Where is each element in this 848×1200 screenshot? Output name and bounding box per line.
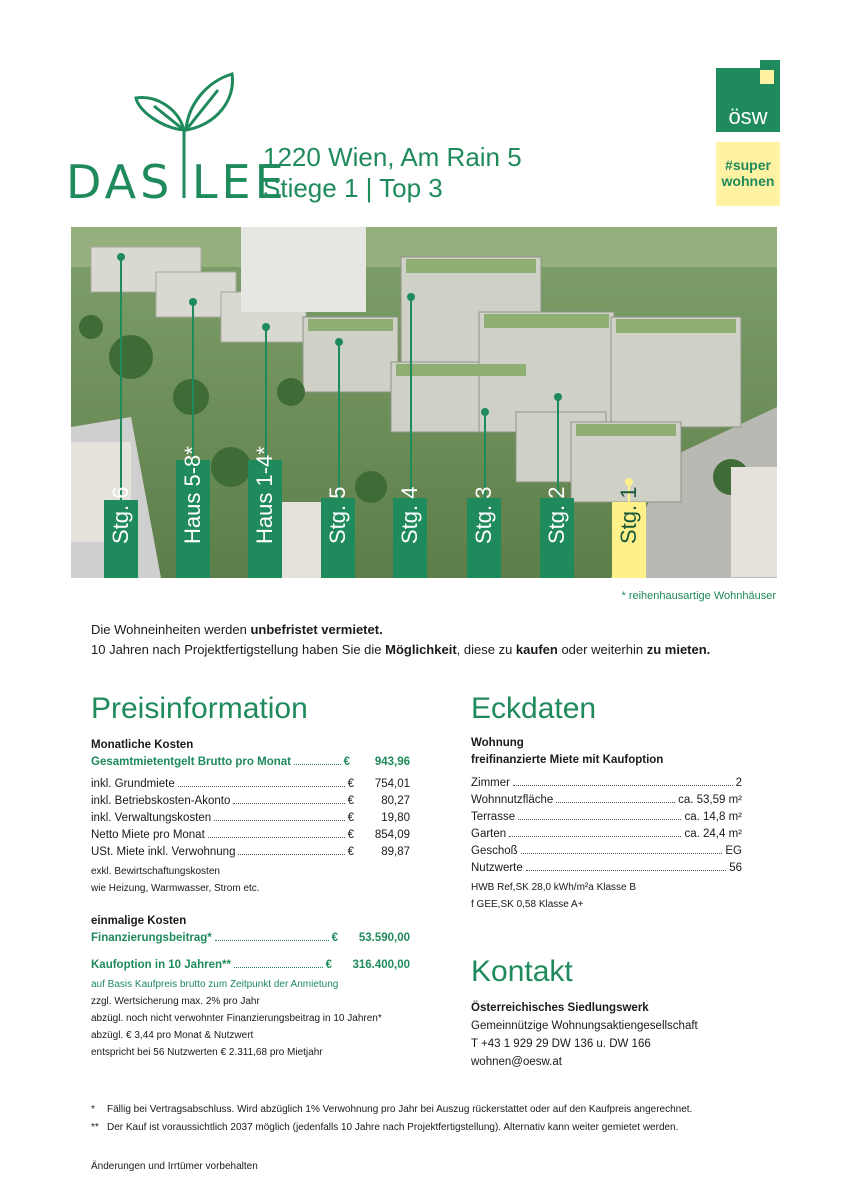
label-haus14: Haus 1-4* [252,446,277,544]
tag-stg5 [321,486,355,578]
tag-stg4 [393,486,427,578]
marker-stg4 [407,293,415,301]
intro-text-part: 10 Jahren nach Projektfertigstellung haben Sie die [91,642,386,657]
label-stg5: Stg. 5 [325,486,350,544]
finance-row [91,932,410,949]
eck-row [471,794,742,811]
eck-title: Eckdaten [471,692,597,725]
marker-haus14 [262,323,270,331]
kontakt-email[interactable]: wohnen@oesw.at [471,1056,562,1068]
slogan-badge [716,142,780,206]
eck-section [471,737,742,913]
cost-row [91,778,410,795]
svg-text:DAS LEE: DAS LEE [66,155,288,209]
eck-value: 2 [735,777,742,789]
pole-haus14 [265,327,267,462]
leader-dots [521,853,723,854]
cost-currency: € [347,812,354,824]
leader-dots [294,764,341,765]
eck-fgee: f GEE,SK 0,58 Klasse A+ [471,899,584,910]
pole-haus58 [192,302,194,462]
label-stg6: Stg. 6 [108,486,133,544]
eck-row [471,862,742,879]
cost-label: inkl. Verwaltungskosten [91,812,212,824]
eck-sub2: freifinanzierte Miete mit Kaufoption [471,754,664,766]
option-value: 316.400,00 [352,959,410,971]
footnote-text: Fällig bei Vertragsabschluss. Wird abzüglich 1% Verwohnung pro Jahr bei Auszug rückerstattet oder auf den Kaufpreis angerechnet. [107,1104,693,1115]
leader-dots [526,870,726,871]
marker-stg2 [554,393,562,401]
tag-stg1 [612,486,646,578]
eck-hwb: HWB Ref,SK 28,0 kWh/m²a Klasse B [471,882,637,893]
intro-highlight: Möglichkeit [385,642,457,657]
svg-text:ösw: ösw [728,104,768,129]
intro-highlight: kaufen [515,642,558,657]
intro-highlight: zu mieten. [646,642,711,657]
cost-currency: € [347,795,354,807]
cost-label: USt. Miete inkl. Verwohnung [91,846,236,858]
pole-stg5 [338,342,340,502]
cost-label: Netto Miete pro Monat [91,829,205,841]
footnote-mark: * [91,1104,95,1115]
eck-value: EG [725,845,742,857]
kontakt-title: Kontakt [471,955,573,988]
intro-text-part: Die Wohneinheiten werden [91,622,251,637]
footnote-2 [91,1122,678,1133]
total-row [91,756,410,773]
footnote-1 [91,1104,692,1115]
marker-stg3 [481,408,489,416]
eck-label: Nutzwerte [471,862,523,874]
option-line: abzügl. noch nicht verwohnter Finanzierungsbeitrag in 10 Jahren* [91,1013,382,1024]
preis-title: Preisinformation [91,692,308,725]
cost-value: 89,87 [381,846,410,858]
eck-row [471,811,742,828]
leader-dots [518,819,681,820]
cost-value: 854,09 [374,829,410,841]
option-line: entspricht bei 56 Nutzwerten € 2.311,68 pro Mietjahr [91,1047,323,1058]
marker-stg5 [335,338,343,346]
leader-dots [556,802,675,803]
tag-stg3 [467,486,501,578]
intro-highlight: unbefristet vermietet. [250,622,383,637]
eck-value: ca. 14,8 m² [684,811,742,823]
eck-label: Garten [471,828,507,840]
monthly-heading: Monatliche Kosten [91,739,194,751]
kontakt-sub: Gemeinnützige Wohnungsaktiengesellschaft [471,1020,698,1032]
cost-row [91,829,410,846]
kontakt-phone[interactable]: T +43 1 929 29 DW 136 u. DW 166 [471,1038,651,1050]
label-stg3: Stg. 3 [471,486,496,544]
eck-label: Terrasse [471,811,516,823]
eck-label: Geschoß [471,845,518,857]
leader-dots [178,786,345,787]
cost-label: inkl. Betriebskosten-Akonto [91,795,231,807]
pole-stg6 [120,257,122,502]
slogan-line1: #super [725,157,771,173]
label-stg2: Stg. 2 [544,486,569,544]
excl-line2: wie Heizung, Warmwasser, Strom etc. [91,883,260,894]
cost-currency: € [347,846,354,858]
disclaimer: Änderungen und Irrtümer vorbehalten [91,1161,258,1172]
kontakt-section [471,999,698,1071]
option-label: Kaufoption in 10 Jahren** [91,959,231,971]
slogan-line2: wohnen [721,173,775,189]
intro-text [91,620,710,660]
leader-dots [513,785,733,786]
label-haus58: Haus 5-8* [180,446,205,544]
aerial-rendering [71,227,777,578]
cost-currency: € [347,829,354,841]
marker-stg1 [625,478,633,486]
eck-label: Zimmer [471,777,510,789]
footnote-text: Der Kauf ist voraussichtlich 2037 möglich (jedenfalls 10 Jahre nach Projektfertigstellung). Alternativ kann weiter gemietet werden. [107,1122,679,1133]
cost-items [91,778,410,863]
tag-stg6 [104,486,138,578]
excl-line1: exkl. Bewirtschaftungskosten [91,866,220,877]
total-value: 943,96 [374,756,410,768]
address-line1: 1220 Wien, Am Rain 5 [263,142,522,172]
intro-text-part: oder weiterhin [557,642,647,657]
eck-row [471,777,742,794]
option-note: auf Basis Kaufpreis brutto zum Zeitpunkt der Anmietung [91,979,339,990]
kontakt-company: Österreichisches Siedlungswerk [471,1002,649,1014]
leader-dots [238,854,344,855]
eck-value: ca. 24,4 m² [684,828,742,840]
finance-value: 53.590,00 [358,932,410,944]
cost-row [91,812,410,829]
pole-stg4 [410,297,412,502]
total-currency: € [343,756,350,768]
eck-row [471,845,742,862]
label-stg4: Stg. 4 [397,486,422,544]
option-row [91,959,410,976]
once-heading: einmalige Kosten [91,915,187,927]
das-lee-logo [66,70,288,209]
cost-value: 80,27 [381,795,410,807]
option-line: abzügl. € 3,44 pro Monat & Nutzwert [91,1030,254,1041]
eck-sub1: Wohnung [471,737,524,749]
address-line2: Stiege 1 | Top 3 [263,173,443,203]
eck-label: Wohnnutzfläche [471,794,554,806]
leader-dots [234,967,323,968]
cost-value: 754,01 [374,778,410,790]
option-line: zzgl. Wertsicherung max. 2% pro Jahr [91,996,260,1007]
leader-dots [509,836,681,837]
osw-logo [716,60,780,132]
aerial-footnote: * reihenhausartige Wohnhäuser [621,590,776,602]
preis-section [91,739,410,1061]
tag-haus14 [248,446,282,578]
eck-items [471,777,742,879]
footnote-mark: ** [91,1122,99,1133]
total-label: Gesamtmietentgelt Brutto pro Monat [91,756,291,768]
cost-label: inkl. Grundmiete [91,778,175,790]
tag-haus58 [176,446,210,578]
intro-text-part: , diese zu [456,642,516,657]
option-currency: € [325,959,332,971]
cost-currency: € [347,778,354,790]
leader-dots [208,837,345,838]
eck-row [471,828,742,845]
leader-dots [215,940,329,941]
marker-haus58 [189,298,197,306]
eck-value: 56 [729,862,742,874]
address [263,142,522,204]
eck-value: ca. 53,59 m² [678,794,742,806]
tag-stg2 [540,486,574,578]
marker-stg6 [117,253,125,261]
finance-label: Finanzierungsbeitrag* [91,932,212,944]
cost-row [91,846,410,863]
cost-row [91,795,410,812]
label-stg1: Stg. 1 [616,486,641,544]
finance-currency: € [331,932,338,944]
leader-dots [214,820,344,821]
leader-dots [233,803,344,804]
cost-value: 19,80 [381,812,410,824]
